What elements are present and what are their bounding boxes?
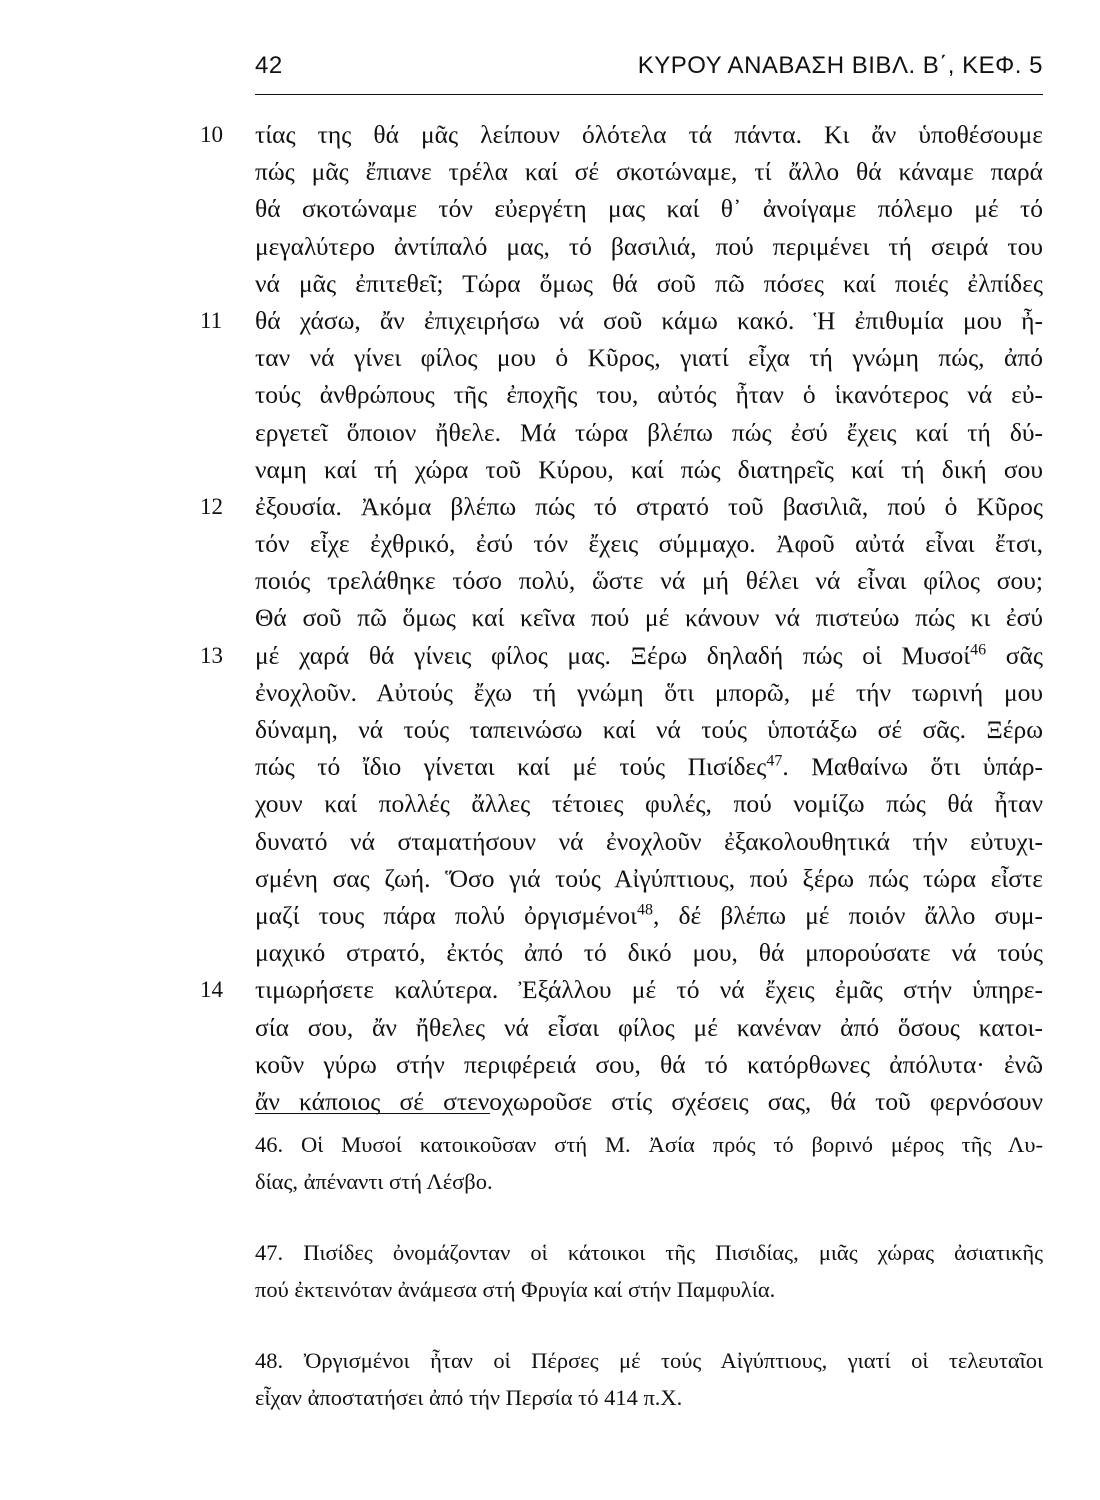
text-line (200, 302, 1043, 339)
text-line (200, 153, 1043, 190)
line-text (255, 488, 1043, 525)
text-line (200, 525, 1043, 562)
line-text (255, 414, 1043, 451)
text-line (200, 376, 1043, 413)
line-text (255, 1009, 1043, 1046)
page-number: 42 (255, 52, 283, 79)
footnote (255, 1126, 1043, 1200)
line-text-main: ναμη καί τή χώρα τοῦ Κύρου, καί πώς διατηρεῖς καί τή δική σου (255, 454, 1043, 484)
line-text (255, 228, 1043, 265)
line-text (255, 971, 1043, 1008)
section-number: 13 (200, 642, 223, 668)
text-line (200, 897, 1043, 934)
line-text-main: ἄν κάποιος σέ στενοχωροῦσε στίς σχέσεις σας, θά τοῦ φερνόσουν (255, 1086, 1043, 1116)
line-text-main: σία σου, ἄν ἤθελες νά εἶσαι φίλος μέ κανέναν ἀπό ὅσους κατοι- (255, 1012, 1043, 1042)
line-text-main: σμένη σας ζωή. Ὅσο γιά τούς Αἰγύπτιους, πού ξέρω πώς τώρα εἶστε (255, 863, 1043, 893)
text-line (200, 451, 1043, 488)
line-text (255, 525, 1043, 562)
line-text (255, 637, 1043, 674)
text-line (200, 190, 1043, 227)
footnote (255, 1234, 1043, 1308)
text-line (200, 674, 1043, 711)
line-text-main: ποιός τρελάθηκε τόσο πολύ, ὥστε νά μή θέλει νά εἶναι φίλος σου; (255, 566, 1043, 596)
line-text (255, 190, 1043, 227)
text-line (200, 562, 1043, 599)
running-title: ΚΥΡΟΥ ΑΝΑΒΑΣΗ ΒΙΒΛ. Β΄, ΚΕΦ. 5 (637, 52, 1043, 79)
line-text-main: μεγαλύτερο ἀντίπαλό μας, τό βασιλιά, πού περιμένει τή σειρά του (255, 231, 1043, 261)
text-line (200, 711, 1043, 748)
section-number: 14 (200, 977, 223, 1003)
text-line (200, 414, 1043, 451)
line-text-main: Θά σοῦ πῶ ὅμως καί κεῖνα πού μέ κάνουν νά πιστεύω πώς κι ἐσύ (255, 603, 1043, 633)
footnote-marker[interactable]: 46 (970, 641, 987, 659)
footnote-line: 47. Πισίδες ὀνομάζονταν οἱ κάτοικοι τῆς Πισιδίας, μιᾶς χώρας ἀσιατικῆς (255, 1240, 1043, 1265)
line-text-main: θά σκοτώναμε τόν εὐεργέτη μας καί θ᾽ ἀνοίγαμε πόλεμο μέ τό (255, 194, 1043, 224)
line-text-main: νά μᾶς ἐπιτεθεῖ; Τώρα ὅμως θά σοῦ πῶ πόσες καί ποιές ἐλπίδες (255, 268, 1043, 298)
line-text (255, 302, 1043, 339)
line-text-main: θά χάσω, ἄν ἐπιχειρήσω νά σοῦ κάμω κακό. Ἡ ἐπιθυμία μου ἦ- (255, 305, 1043, 335)
line-text-main: ταν νά γίνει φίλος μου ὁ Κῦρος, γιατί εἶχα τή γνώμη πώς, ἀπό (255, 343, 1043, 373)
footnote-line: 46. Οἱ Μυσοί κατοικοῦσαν στή Μ. Ἀσία πρός τό βορινό μέρος τῆς Λυ- (255, 1132, 1043, 1157)
line-text (255, 823, 1043, 860)
line-text-main: δύναμη, νά τούς ταπεινώσω καί νά τούς ὑποτάξω σέ σᾶς. Ξέρω (255, 715, 1043, 744)
footnote-line: εἶχαν ἀποστατήσει ἀπό τήν Περσία τό 414 π.Χ. (255, 1385, 683, 1410)
text-line (200, 1083, 1043, 1120)
line-text (255, 711, 1043, 748)
header-rule (255, 94, 1043, 95)
line-text-main: τιμωρήσετε καλύτερα. Ἐξάλλου μέ τό νά ἔχεις ἐμᾶς στήν ὑπηρε- (255, 975, 1043, 1005)
line-text (255, 339, 1043, 376)
text-line (200, 1009, 1043, 1046)
line-text (255, 748, 1043, 785)
section-number: 12 (200, 493, 223, 519)
line-text-main: τίας της θά μᾶς λείπουν όλότελα τά πάντα. Κι ἄν ὑποθέσουμε (255, 120, 1043, 149)
line-text (255, 265, 1043, 302)
line-text-continued: . Μαθαίνω ὅτι ὑπάρ- (782, 752, 1044, 782)
text-line (200, 637, 1043, 674)
line-text (255, 599, 1043, 636)
text-line (200, 860, 1043, 897)
line-text (255, 376, 1043, 413)
text-line (200, 785, 1043, 822)
footnote-line: δίας, ἀπέναντι στή Λέσβο. (255, 1169, 493, 1194)
line-text-main: πώς τό ἴδιο γίνεται καί μέ τούς Πισίδες (255, 752, 767, 782)
line-text (255, 785, 1043, 822)
text-line (200, 116, 1043, 153)
text-line (200, 488, 1043, 525)
footnotes (255, 1126, 1043, 1450)
text-line (200, 228, 1043, 265)
line-text-main: πώς μᾶς ἔπιανε τρέλα καί σέ σκοτώναμε, τί ἄλλο θά κάναμε παρά (255, 157, 1043, 187)
text-line (200, 971, 1043, 1008)
line-text (255, 860, 1043, 897)
text-line (200, 1046, 1043, 1083)
line-text (255, 674, 1043, 711)
line-text (255, 1046, 1043, 1083)
footnote-marker[interactable]: 48 (636, 901, 653, 919)
line-text (255, 451, 1043, 488)
line-text-main: μαζί τους πάρα πολύ ὀργισμένοι (255, 900, 637, 930)
main-text (200, 116, 1043, 1120)
line-text-main: δυνατό νά σταματήσουν νά ἐνοχλοῦν ἐξακολουθητικά τήν εὐτυχι- (255, 826, 1043, 856)
line-text-main: ἐνοχλοῦν. Αὐτούς ἔχω τή γνώμη ὅτι μπορῶ, μέ τήν τωρινή μου (255, 677, 1043, 707)
text-line (200, 748, 1043, 785)
line-text-main: τόν εἶχε ἐχθρικό, ἐσύ τόν ἔχεις σύμμαχο. Ἀφοῦ αὐτά εἶναι ἔτσι, (255, 529, 1043, 559)
text-line (200, 934, 1043, 971)
footnote-line: 48. Ὀργισμένοι ἦταν οἱ Πέρσες μέ τούς Αἰγύπτιους, γιατί οἱ τελευταῖοι (255, 1348, 1043, 1373)
line-text (255, 934, 1043, 971)
text-line (200, 265, 1043, 302)
line-text-main: τούς ἀνθρώπους τῆς ἐποχῆς του, αὐτός ἦταν ὁ ἱκανότερος νά εὐ- (255, 380, 1043, 410)
footnote-rule (255, 1113, 490, 1114)
section-number: 11 (200, 307, 223, 333)
line-text (255, 116, 1043, 153)
running-head (255, 52, 1043, 92)
line-text-main: χουν καί πολλές ἄλλες τέτοιες φυλές, πού νομίζω πώς θά ἦταν (255, 789, 1043, 819)
line-text (255, 153, 1043, 190)
footnote (255, 1342, 1043, 1416)
line-text-main: μαχικό στρατό, ἐκτός ἀπό τό δικό μου, θά μπορούσατε νά τούς (255, 938, 1043, 968)
line-text-continued: σᾶς (986, 640, 1043, 670)
line-text-continued: , δέ βλέπω μέ ποιόν ἄλλο συμ- (652, 900, 1043, 930)
text-line (200, 599, 1043, 636)
footnote-marker[interactable]: 47 (766, 752, 783, 770)
line-text-main: εργετεῖ ὅποιον ἤθελε. Μά τώρα βλέπω πώς ἐσύ ἔχεις καί τή δύ- (255, 417, 1043, 447)
text-line (200, 339, 1043, 376)
footnote-line: πού ἐκτεινόταν ἀνάμεσα στή Φρυγία καί στήν Παμφυλία. (255, 1277, 776, 1302)
line-text-main: ἐξουσία. Ἀκόμα βλέπω πώς τό στρατό τοῦ βασιλιᾶ, πού ὁ Κῦρος (255, 491, 1043, 521)
line-text-main: μέ χαρά θά γίνεις φίλος μας. Ξέρω δηλαδή πώς οἱ Μυσοί (255, 640, 971, 670)
section-number: 10 (200, 122, 223, 147)
text-line (200, 823, 1043, 860)
line-text (255, 1083, 1043, 1120)
line-text (255, 897, 1043, 934)
line-text-main: κοῦν γύρω στήν περιφέρειά σου, θά τό κατόρθωνες ἀπόλυτα· ἐνῶ (255, 1049, 1043, 1079)
line-text (255, 562, 1043, 599)
